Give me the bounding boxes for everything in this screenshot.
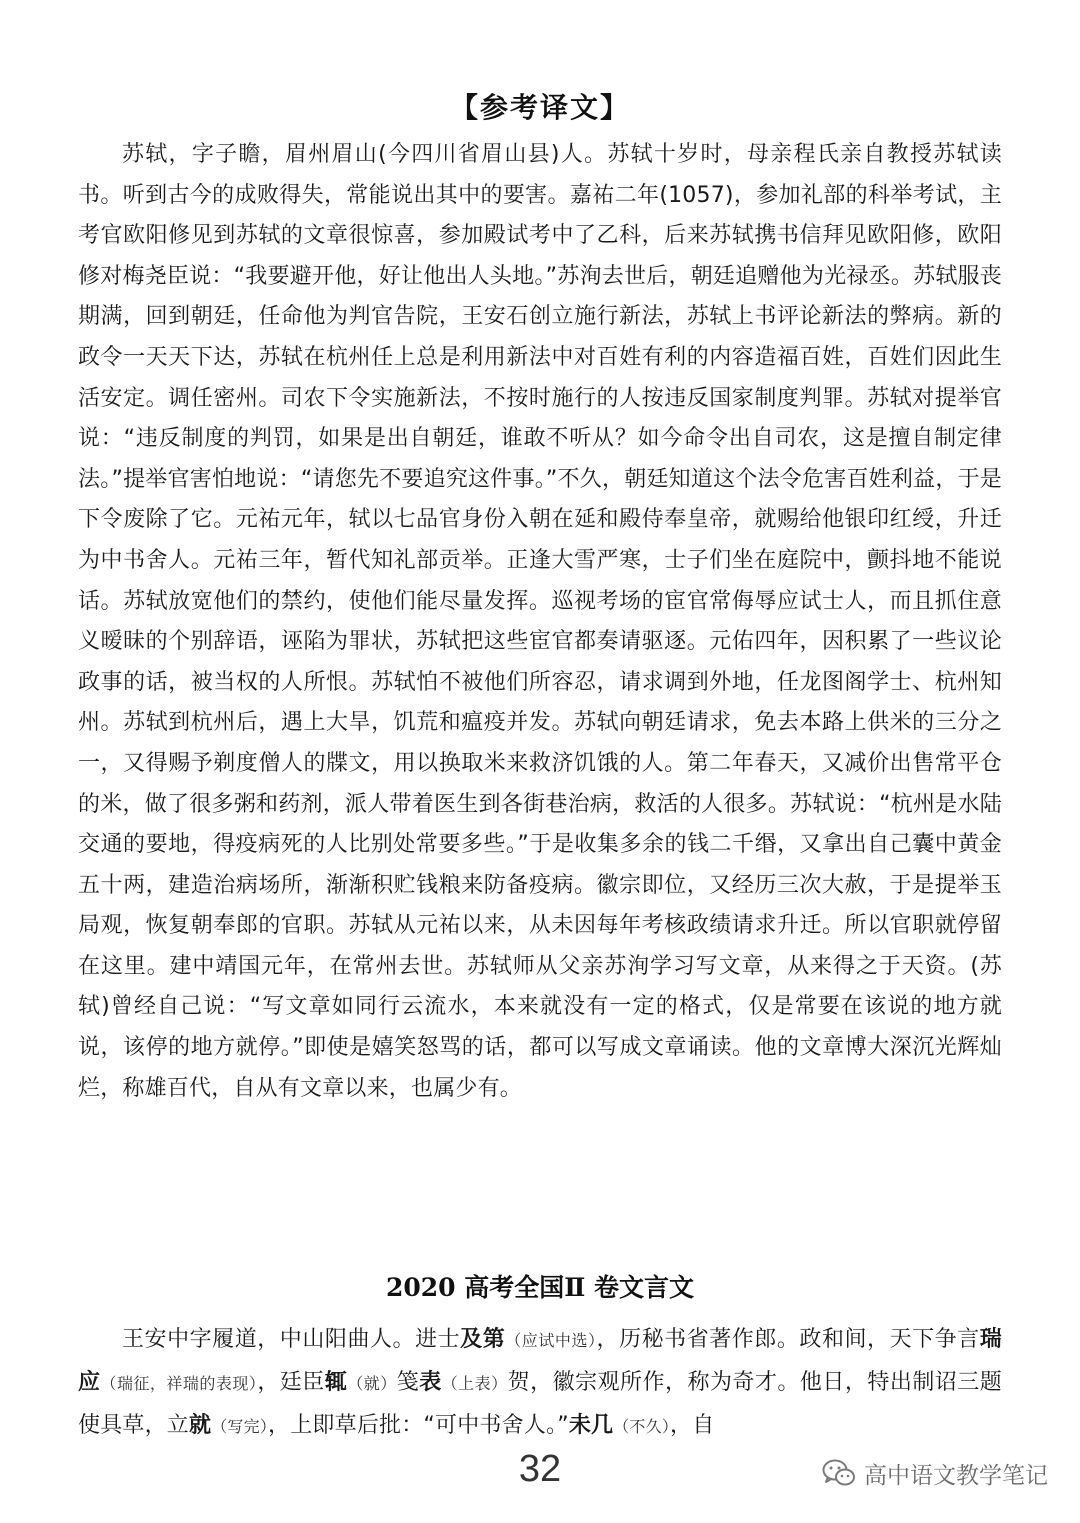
text-segment: ，上即草后批：“可中书舍人。” bbox=[268, 1413, 569, 1438]
keyword: 就 bbox=[189, 1413, 212, 1438]
gloss-annotation: （应试中选） bbox=[505, 1331, 597, 1350]
gloss-annotation: （瑞征，祥瑞的表现） bbox=[100, 1374, 258, 1393]
gloss-annotation: （不久） bbox=[613, 1417, 671, 1436]
gloss-annotation: （就） bbox=[347, 1374, 397, 1393]
exam-section-title: 2020 高考全国Ⅱ 卷文言文 bbox=[385, 1273, 695, 1302]
watermark bbox=[822, 1455, 1048, 1491]
translation-paragraph: 苏轼，字子瞻，眉州眉山(今四川省眉山县)人。苏轼十岁时，母亲程氏亲自教授苏轼读书。听到古今的成败得失，常能说出其中的要害。嘉祐二年(1057)，参加礼部的科举考试，主考官欧阳修见到苏轼的文章很惊喜，参加殿试考中了乙科，后来苏轼携书信拜见欧阳修，欧阳修对梅尧臣说：“我要避开他，好让他出人头地。”苏洵去世后，朝廷追赠他为光禄丞。苏轼服丧期满，回到朝廷，任命他为判官告院，王安石创立施行新法，苏轼上书评论新法的弊病。新的政令一天天下达，苏轼在杭州任上总是利用新法中对百姓有利的内容造福百姓，百姓们因此生活安定。调任密州。司农下令实施新法，不按时施行的人按违反国家制度判罪。苏轼对提举官说：“违反制度的判罚，如果是出自朝廷，谁敢不听从？如今命令出自司农，这是擅自制定律法。”提举官害怕地说：“请您先不要追究这件事。”不久，朝廷知道这个法令危害百姓利益，于是下令废除了它。元祐元年，轼以七品官身份入朝在延和殿侍奉皇帝，就赐给他银印红绶，升迁为中书舍人。元祐三年，暂代知礼部贡举。正逢大雪严寒，士子们坐在庭院中，颤抖地不能说话。苏轼放宽他们的禁约，使他们能尽量发挥。巡视考场的宦官常侮辱应试士人，而且抓住意义暧昧的个别辞语，诬陷为罪状，苏轼把这些宦官都奏请驱逐。元佑四年，因积累了一些议论政事的话，被当权的人所恨。苏轼怕不被他们所容忍，请求调到外地，任龙图阁学士、杭州知州。苏轼到杭州后，遇上大旱，饥荒和瘟疫并发。苏轼向朝廷请求，免去本路上供米的三分之一，又得赐予剃度僧人的牒文，用以换取米来救济饥饿的人。第二年春天，又减价出售常平仓的米，做了很多粥和药剂，派人带着医生到各街巷治病，救活的人很多。苏轼说：“杭州是水陆交通的要地，得疫病死的人比别处常要多些。”于是收集多余的钱二千缗，又拿出自己囊中黄金五十两，建造治病场所，渐渐积贮钱粮来防备疫病。徽宗即位，又经历三次大赦，于是提举玉局观，恢复朝奉郎的官职。苏轼从元祐以来，从未因每年考核政绩请求升迁。所以官职就停留在这里。建中靖国元年，在常州去世。苏轼师从父亲苏洵学习写文章，从来得之于天资。(苏轼)曾经自己说：“写文章如同行云流水，本来就没有一定的格式，仅是常要在该说的地方就说，该停的地方就停。”即使是嬉笑怒骂的话，都可以写成文章诵读。他的文章博大深沉光辉灿烂，称雄百代，自从有文章以来，也属少有。 bbox=[78, 142, 1002, 1101]
keyword: 瑞应 bbox=[78, 1327, 1002, 1395]
gloss-annotation: （上表） bbox=[441, 1374, 508, 1393]
wechat-icon bbox=[822, 1459, 856, 1487]
text-segment: 王安中字履道，中山阳曲人。进士 bbox=[122, 1327, 461, 1352]
text-segment: 贺，徽宗观所作，称为奇才。他日，特出制诏三题使具草，立 bbox=[78, 1370, 1002, 1438]
translation-title: 【参考译文】 bbox=[449, 91, 630, 124]
text-segment: 笺 bbox=[396, 1370, 420, 1395]
page-number: 32 bbox=[518, 1448, 562, 1490]
keyword: 未几 bbox=[568, 1413, 614, 1438]
keyword: 辄 bbox=[324, 1370, 348, 1395]
text-segment: ，历秘书省著作郎。政和间，天下争言 bbox=[596, 1327, 980, 1352]
keyword: 及第 bbox=[460, 1327, 506, 1352]
watermark-text: 高中语文教学笔记 bbox=[864, 1462, 1048, 1489]
text-segment: ，自 bbox=[670, 1413, 715, 1438]
classical-text-paragraph bbox=[78, 1319, 1002, 1448]
gloss-annotation: （写完） bbox=[211, 1417, 269, 1436]
text-segment: ，廷臣 bbox=[257, 1370, 325, 1395]
keyword: 表 bbox=[419, 1370, 442, 1395]
